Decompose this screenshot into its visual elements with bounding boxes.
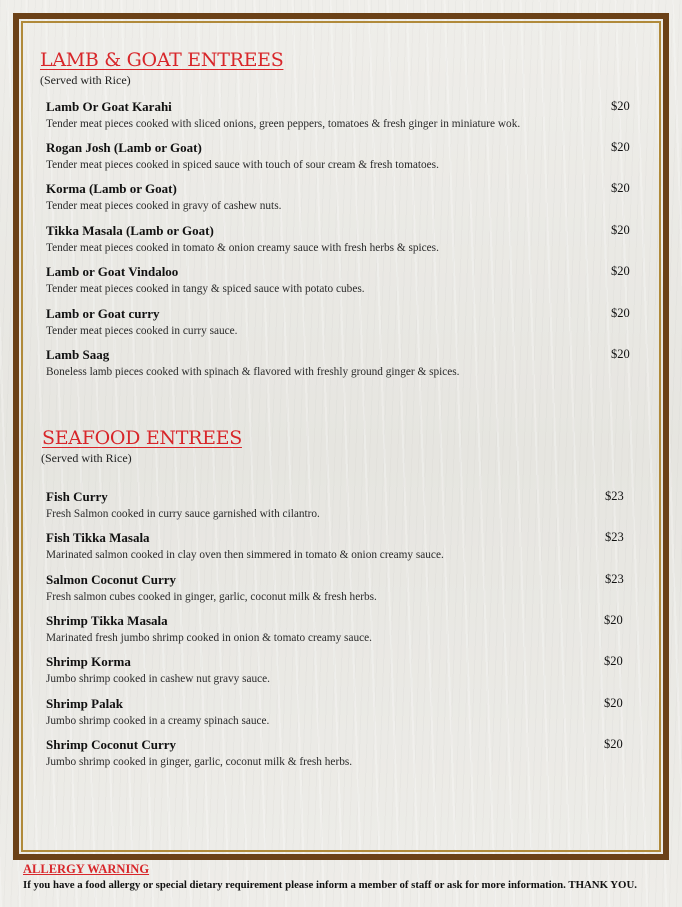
item-description: Tender meat pieces cooked in tomato & onion creamy sauce with fresh herbs & spices. [46,242,439,254]
menu-item [46,737,636,777]
allergy-warning-title: ALLERGY WARNING [23,862,150,876]
item-price: $20 [611,306,630,320]
item-name: Fish Tikka Masala [46,530,150,545]
item-description: Tender meat pieces cooked in spiced sauce with touch of sour cream & fresh tomatoes. [46,159,439,171]
menu-item [46,264,636,304]
item-description: Marinated fresh jumbo shrimp cooked in onion & tomato creamy sauce. [46,632,372,644]
item-name: Korma (Lamb or Goat) [46,181,177,196]
item-name: Rogan Josh (Lamb or Goat) [46,140,202,155]
menu-item [46,306,636,346]
item-description: Fresh Salmon cooked in curry sauce garnished with cilantro. [46,508,320,520]
seafood-section-subtitle: (Served with Rice) [41,451,132,465]
item-description: Jumbo shrimp cooked in cashew nut gravy sauce. [46,673,271,685]
menu-item [46,223,636,263]
item-name: Shrimp Tikka Masala [46,613,168,628]
item-description: Boneless lamb pieces cooked with spinach & flavored with freshly ground ginger & spices. [46,366,460,378]
item-price: $23 [605,530,624,544]
item-name: Lamb or Goat curry [46,306,160,321]
item-name: Salmon Coconut Curry [46,572,177,587]
menu-item [46,696,636,736]
lamb-section-title: LAMB & GOAT ENTREES [40,49,284,71]
item-price: $20 [604,613,623,627]
item-name: Shrimp Palak [46,696,123,711]
item-price: $20 [604,696,623,710]
menu-item [46,530,636,570]
item-name: Lamb or Goat Vindaloo [46,264,179,279]
seafood-section-title: SEAFOOD ENTREES [42,427,242,449]
menu-item [46,99,636,139]
item-price: $20 [611,223,630,237]
menu-item [46,181,636,221]
item-price: $23 [605,572,624,586]
item-price: $20 [604,737,623,751]
menu-item [46,489,636,529]
item-name: Tikka Masala (Lamb or Goat) [46,223,214,238]
item-description: Marinated salmon cooked in clay oven then simmered in tomato & onion creamy sauce. [46,549,444,561]
menu-item [46,347,636,387]
item-description: Jumbo shrimp cooked in ginger, garlic, coconut milk & fresh herbs. [46,756,353,768]
menu-item [46,140,636,180]
menu-item [46,654,636,694]
item-price: $23 [605,489,624,503]
item-description: Fresh salmon cubes cooked in ginger, garlic, coconut milk & fresh herbs. [46,591,377,603]
item-name: Shrimp Coconut Curry [46,737,177,752]
item-description: Tender meat pieces cooked in gravy of cashew nuts. [46,200,282,212]
item-price: $20 [611,140,630,154]
item-name: Shrimp Korma [46,654,131,669]
lamb-section-subtitle: (Served with Rice) [40,73,131,87]
menu-item [46,613,636,653]
item-name: Fish Curry [46,489,108,504]
item-name: Lamb Saag [46,347,110,362]
item-price: $20 [611,99,630,113]
menu-item [46,572,636,612]
item-price: $20 [611,181,630,195]
item-price: $20 [611,264,630,278]
item-description: Jumbo shrimp cooked in a creamy spinach sauce. [46,715,270,727]
item-name: Lamb Or Goat Karahi [46,99,172,114]
item-description: Tender meat pieces cooked in tangy & spiced sauce with potato cubes. [46,283,365,295]
allergy-warning-text: If you have a food allergy or special dietary requirement please inform a member of staff or ask for more information. THANK YOU. [23,879,637,891]
item-price: $20 [611,347,630,361]
item-description: Tender meat pieces cooked in curry sauce. [46,325,238,337]
item-price: $20 [604,654,623,668]
item-description: Tender meat pieces cooked with sliced onions, green peppers, tomatoes & fresh ginger in miniature wok. [46,118,521,130]
